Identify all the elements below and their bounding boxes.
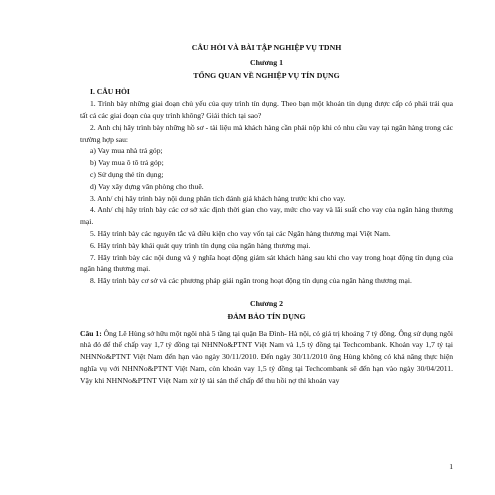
chapter2-question-1: [80, 328, 453, 387]
question-6: 6. Hãy trình bày khái quát quy trình tín dụng của ngân hàng thương mại.: [90, 240, 311, 250]
question-4: 4. Anh/ chị hãy trình bày các cơ sở xác định thời gian cho vay, mức cho vay và lãi suất cho vay của ngân hàng thương mại.: [80, 205, 453, 227]
question-2-item-b: b) Vay mua ô tô trả góp;: [90, 158, 164, 168]
chapter1-label: Chương 1: [249, 57, 284, 67]
section-heading: I. CÂU HỎI: [90, 87, 130, 97]
chapter2-label: Chương 2: [249, 298, 284, 308]
question-5: 5. Hãy trình bày các nguyên tắc và điều kiện cho vay vốn tại các Ngân hàng thương mại Việt Nam.: [90, 228, 391, 238]
question-8: 8. Hãy trình bày cơ sở và các phương pháp giải ngân trong hoạt động tín dụng của ngân hàng thương mại.: [90, 276, 412, 286]
question-label: Câu 1:: [80, 328, 102, 338]
spacer: [80, 287, 453, 298]
document-title: CÂU HỎI VÀ BÀI TẬP NGHIỆP VỤ TDNH: [191, 43, 342, 52]
question-7: 7. Hãy trình bày các nội dung và ý nghĩa hoạt động giám sát khách hàng sau khi cho vay trong hoạt động tín dụng của ngân hàng thương mại.: [80, 252, 453, 274]
question-3: 3. Anh/ chị hãy trình bày nội dung phân tích đánh giá khách hàng trước khi cho vay.: [90, 193, 346, 203]
page-number: 1: [449, 462, 453, 472]
chapter1-title: TỔNG QUAN VỀ NGHIỆP VỤ TÍN DỤNG: [193, 70, 340, 80]
chapter2-title: ĐẢM BẢO TÍN DỤNG: [227, 311, 306, 321]
question-2: 2. Anh chị hãy trình bày những hồ sơ - tài liệu mà khách hàng cần phải nộp khi có nhu cầu vay tại ngân hàng trong các trường hợp sau:: [80, 122, 453, 144]
question-1: 1. Trình bày những giai đoạn chủ yếu của quy trình tín dụng. Theo bạn một khoản tín dụng được cấp có phải trải qua tất cả các giai đoạn của quy trình không? Giải thích tại sao?: [80, 99, 453, 120]
question-text: Ông Lê Hùng sở hữu một ngôi nhà 5 tầng tại quận Ba Đình- Hà nội, có giá trị khoảng 7 tỷ đồng. Ông sử dụng ngôi nhà đó để thế chấp vay 1,7 tỷ đồng tại NHNNo&PTNT Việt Nam và 1,5 tỷ đồng tại Techcombank. Khoản vay 1,7 tỷ tại NHNNo&PTNT Việt Nam đến hạn vào ngày 30/11/2010. Đến ngày 30/11/2010 ông Hùng không có khả năng thực hiện nghĩa vụ với NHNNo&PTNT Việt Nam, còn khoản vay 1,5 tỷ đồng tại Techcombank sẽ đến hạn vào ngày 30/04/2011. Vậy khi NHNNo&PTNT Việt Nam xử lý tài sản thế chấp để thu hồi nợ thì khoản vay: [80, 328, 453, 385]
question-2-item-c: c) Sử dụng thẻ tín dụng;: [90, 169, 164, 179]
question-2-item-d: d) Vay xây dựng văn phòng cho thuê.: [90, 181, 204, 191]
question-2-item-a: a) Vay mua nhà trả góp;: [90, 146, 163, 156]
